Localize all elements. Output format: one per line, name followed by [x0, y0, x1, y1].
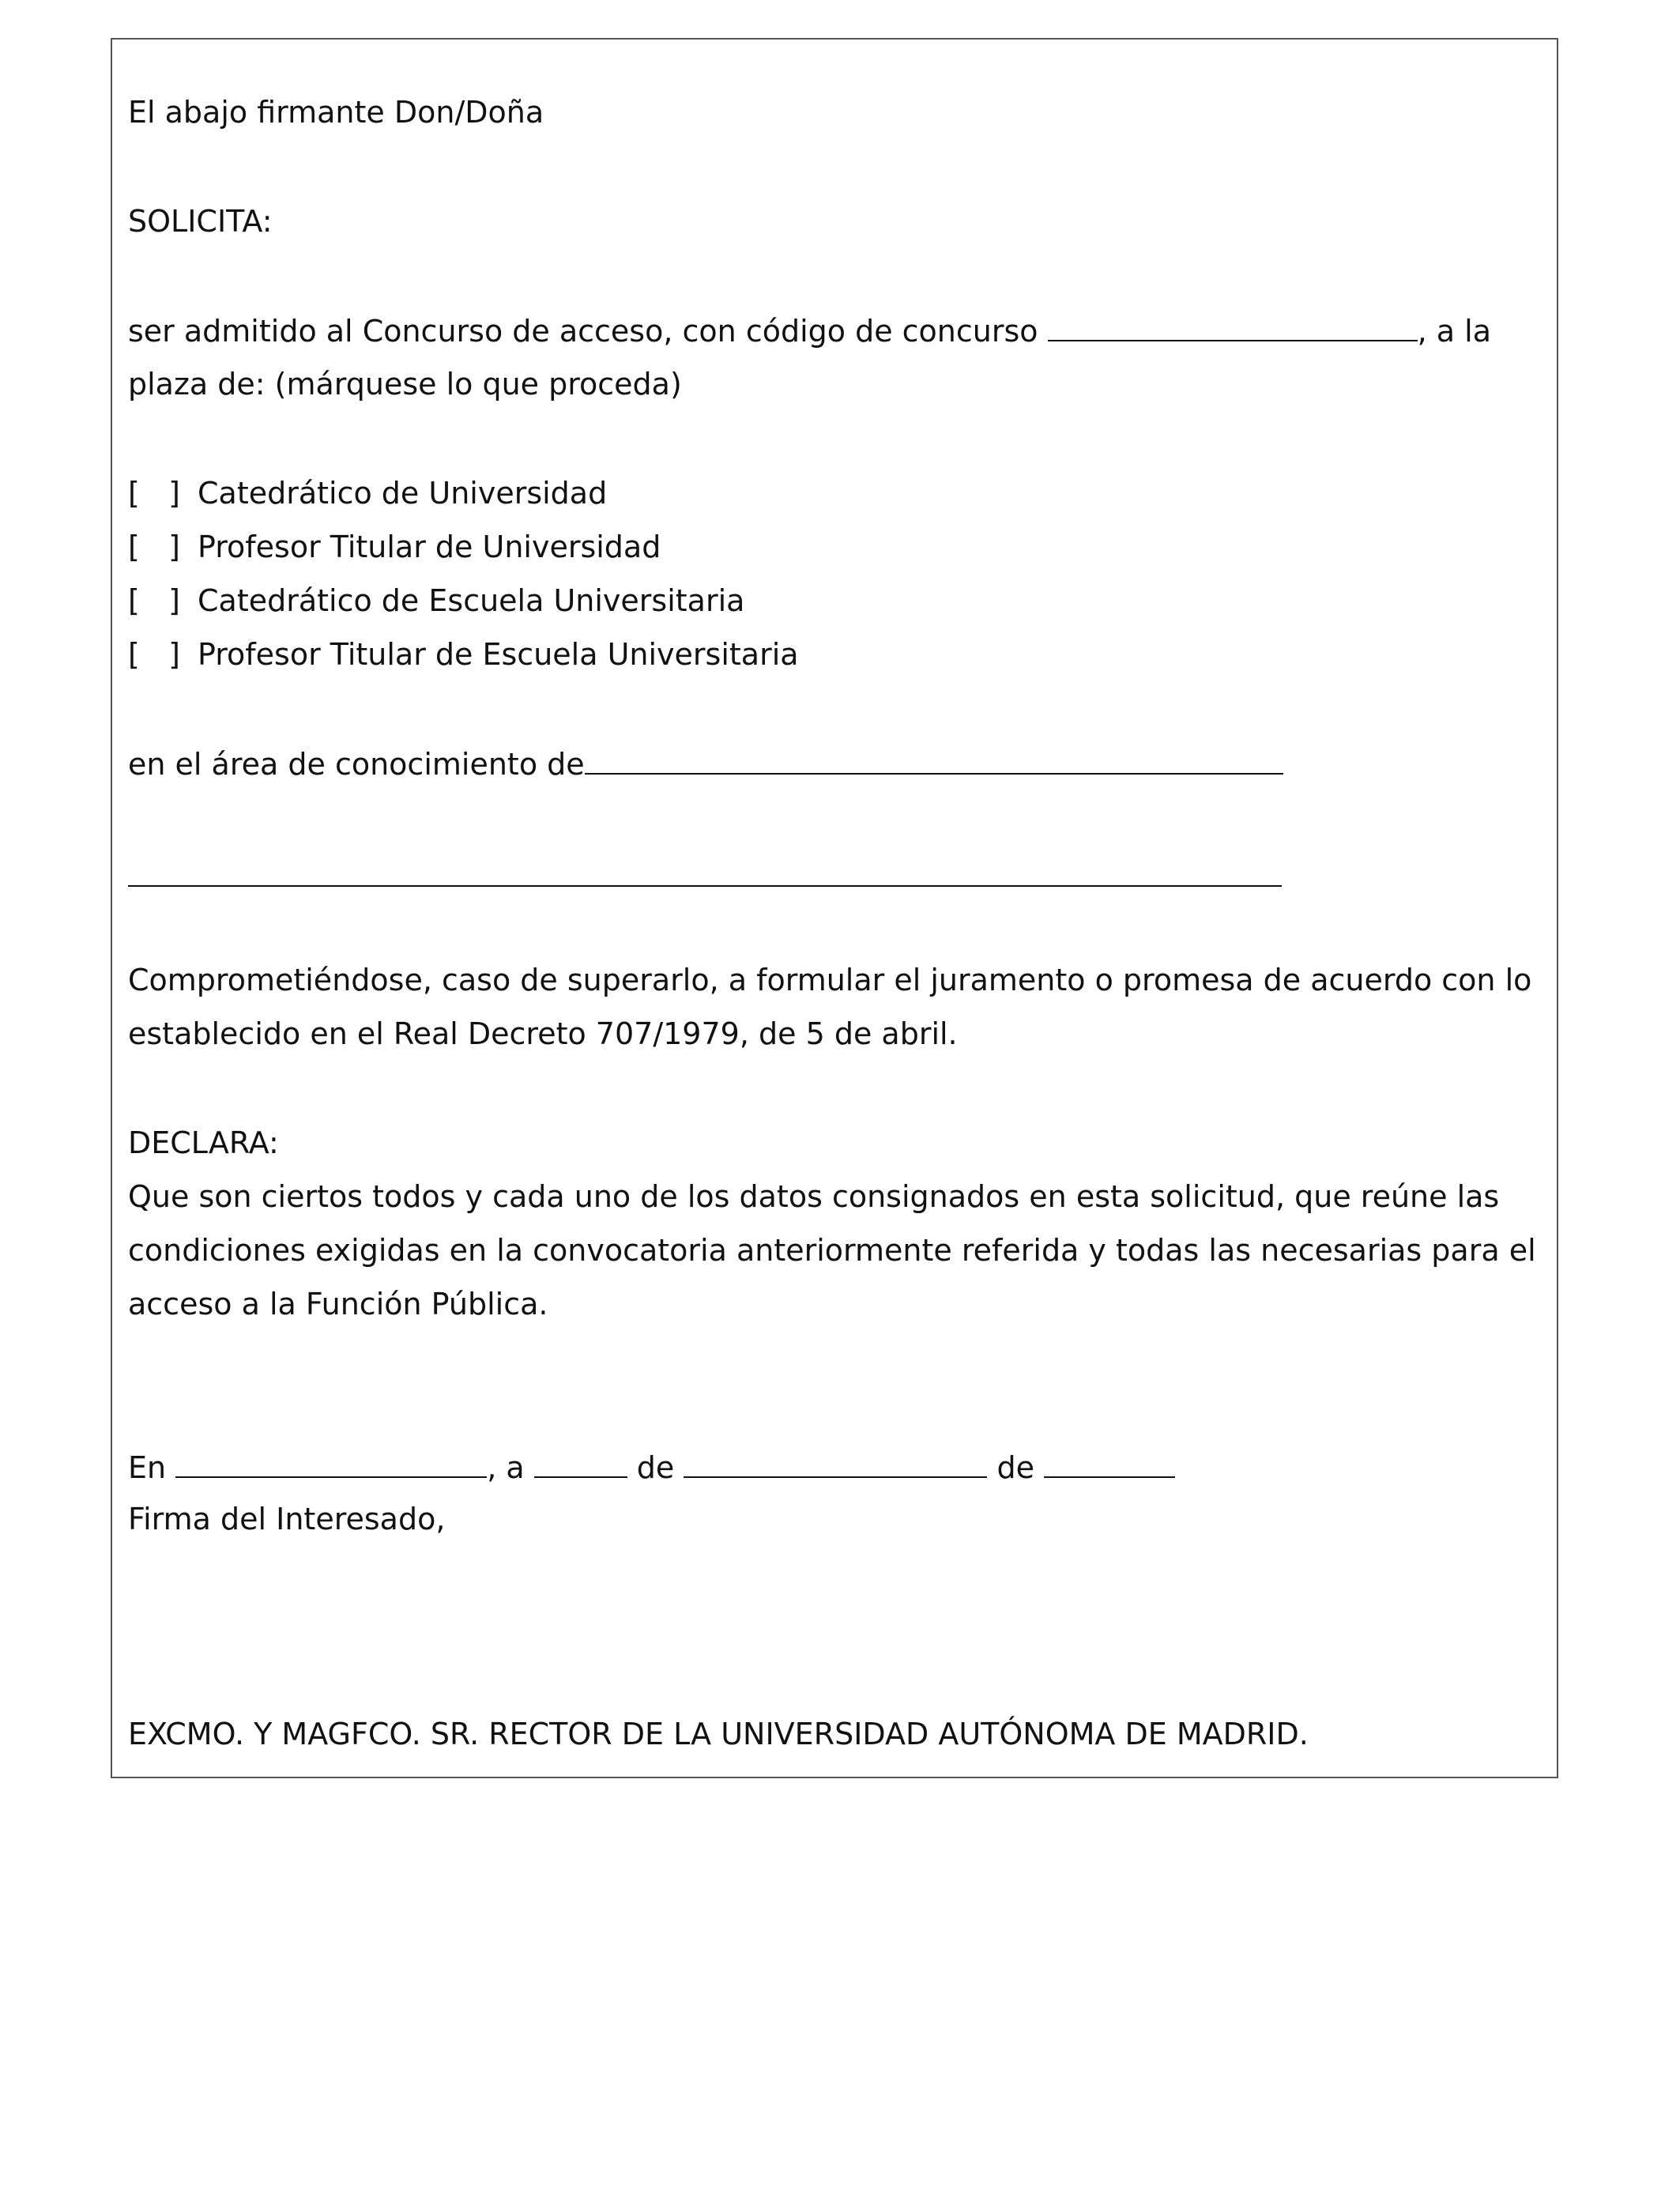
day-field[interactable] [534, 1449, 627, 1478]
commitment-line-2: establecido en el Real Decreto 707/1979, de 5 de abril. [128, 1016, 958, 1051]
checkbox-bracket[interactable]: [ ] [128, 476, 180, 511]
de-label-1: de [627, 1450, 684, 1485]
commitment-line-1: Comprometiéndose, caso de superarlo, a formular el juramento o promesa de acuerdo con lo [128, 963, 1532, 997]
option-label: Catedrático de Escuela Universitaria [198, 583, 745, 618]
year-field[interactable] [1044, 1449, 1175, 1478]
declara-line-3: acceso a la Función Pública. [128, 1287, 548, 1321]
place-field[interactable] [175, 1449, 487, 1478]
area-line [128, 746, 1283, 782]
checkbox-bracket[interactable]: [ ] [128, 583, 180, 618]
month-field[interactable] [684, 1449, 987, 1478]
checkbox-bracket[interactable]: [ ] [128, 530, 180, 564]
a-label: , a [487, 1450, 534, 1485]
addressee: EXCMO. Y MAGFCO. SR. RECTOR DE LA UNIVERSIDAD AUTÓNOMA DE MADRID. [128, 1717, 1309, 1751]
area-field-continuation[interactable] [128, 885, 1282, 887]
option-titular-escuela[interactable] [128, 637, 799, 672]
option-label: Profesor Titular de Escuela Universitaria [198, 637, 799, 672]
concurso-code-field[interactable] [1048, 313, 1418, 341]
area-label: en el área de conocimiento de [128, 747, 585, 782]
en-label: En [128, 1450, 176, 1485]
option-label: Profesor Titular de Universidad [198, 530, 661, 564]
declara-line-2: condiciones exigidas en la convocatoria anteriormente referida y todas las necesarias para el [128, 1233, 1536, 1268]
declara-heading: DECLARA: [128, 1125, 279, 1160]
solicita-heading: SOLICITA: [128, 204, 273, 239]
option-titular-universidad[interactable] [128, 530, 661, 564]
checkbox-bracket[interactable]: [ ] [128, 637, 180, 672]
option-label: Catedrático de Universidad [198, 476, 608, 511]
request-text-before: ser admitido al Concurso de acceso, con código de concurso [128, 314, 1048, 349]
request-line-2: plaza de: (márquese lo que proceda) [128, 367, 682, 401]
option-catedratico-escuela[interactable] [128, 583, 744, 618]
de-label-2: de [987, 1450, 1045, 1485]
signature-label: Firma del Interesado, [128, 1502, 446, 1536]
request-line-1 [128, 313, 1491, 349]
area-field[interactable] [585, 746, 1283, 775]
option-catedratico-universidad[interactable] [128, 476, 607, 511]
declara-line-1: Que son ciertos todos y cada uno de los datos consignados en esta solicitud, que reúne las [128, 1179, 1500, 1214]
request-text-after: , a la [1417, 314, 1491, 349]
intro-text: El abajo firmante Don/Doña [128, 95, 544, 130]
place-date-line [128, 1449, 1175, 1485]
